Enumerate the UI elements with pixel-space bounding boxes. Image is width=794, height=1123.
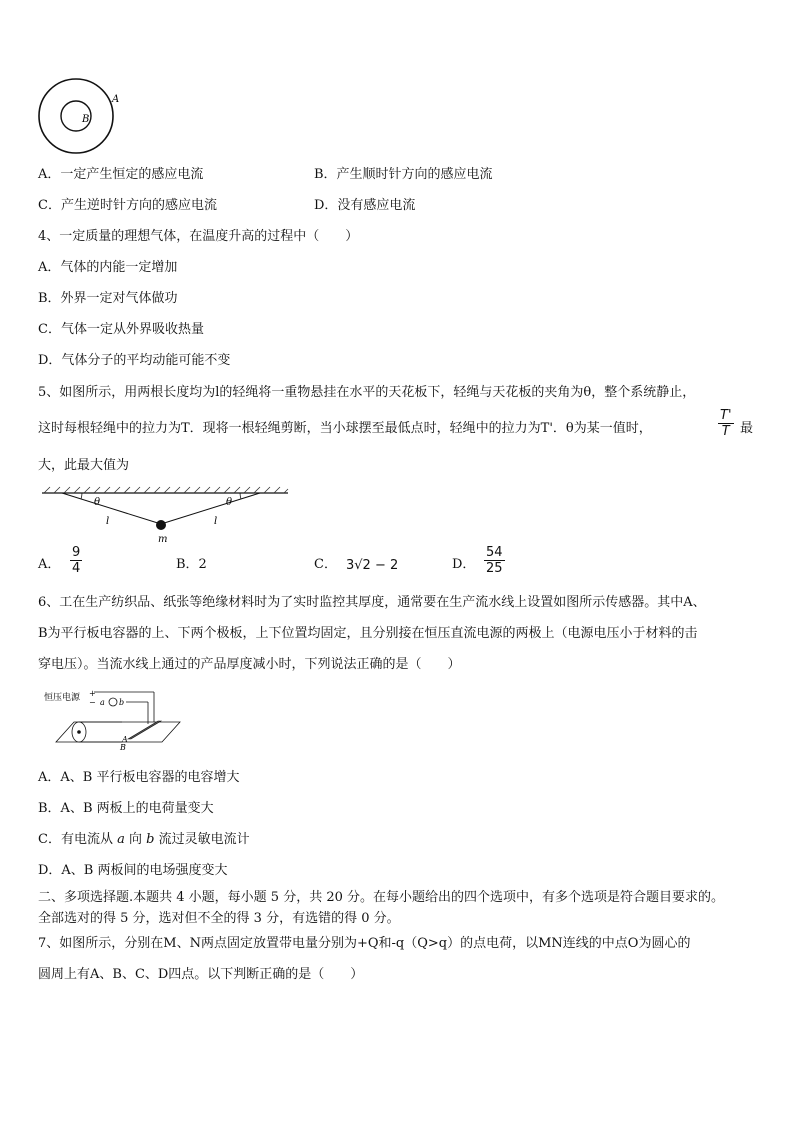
q6-line-2: B为平行板电容器的上、下两个极板，上下位置均固定，且分别接在恒压直流电源的两极上（电源电压小于材料的击: [38, 626, 698, 641]
q4-option-a: A．气体的内能一定增加: [38, 260, 178, 275]
q5-option-d-label: D．: [452, 557, 476, 572]
section2-line-1: 二、多项选择题.本题共 4 小题，每小题 5 分，共 20 分。在每小题给出的四个选项中，有多个选项是符合题目要求的。: [38, 890, 725, 905]
q6-option-c-post: 流过灵敏电流计: [154, 832, 250, 847]
q6-option-d: D．A、B 两板间的电场强度变大: [38, 863, 228, 878]
q5-line-2-end: 最: [740, 421, 754, 436]
q6-line-1: 6、工在生产纺织品、纸张等绝缘材料时为了实时监控其厚度，通常要在生产流水线上设置如图所示传感器。其中A、: [38, 595, 706, 610]
q3-option-d: D．没有感应电流: [314, 198, 416, 213]
q4-option-b: B．外界一定对气体做功: [38, 291, 178, 306]
q3-option-c: C．产生逆时针方向的感应电流: [38, 198, 217, 213]
q5-frac-num: T': [720, 408, 732, 423]
q6-option-c: [38, 831, 250, 849]
q4-option-c: C．气体一定从外界吸收热量: [38, 322, 204, 337]
q3-option-a: A．一定产生恒定的感应电流: [38, 167, 204, 182]
q5-line-1: 5、如图所示，用两根长度均为l的轻绳将一重物悬挂在水平的天花板下，轻绳与天花板的夹角为θ，整个系统静止，: [38, 385, 696, 400]
q5-option-a-frac: [70, 545, 82, 576]
q6-fig-minus: −: [89, 698, 96, 707]
q6-figure-sensor: [42, 688, 192, 752]
q5-option-d-num: 54: [486, 545, 503, 560]
q6-option-c-a: a: [117, 832, 125, 847]
q7-line-1: 7、如图所示，分别在M、N两点固定放置带电量分别为+Q和-q（Q>q）的点电荷，以MN连线的中点O为圆心的: [38, 936, 691, 951]
q5-fig-m: m: [158, 534, 168, 544]
q5-option-a-num: 9: [72, 545, 81, 560]
q5-option-a-label: A．: [38, 557, 61, 572]
q6-fig-label-A: A: [122, 735, 128, 744]
q5-frac-den: T: [721, 424, 730, 439]
ring-label-a: A: [112, 94, 120, 105]
q5-fig-l-right: l: [214, 516, 218, 527]
concentric-rings-figure: [36, 76, 128, 156]
q7-line-2: 圆周上有A、B、C、D四点。以下判断正确的是（ ）: [38, 967, 364, 982]
q5-option-c-math: 3√2 − 2: [346, 558, 399, 573]
q6-fig-label-B: B: [120, 743, 126, 752]
q5-figure-two-strings: [40, 486, 290, 544]
q5-fig-theta-left: θ: [94, 497, 101, 508]
q5-option-c-label: C．: [314, 557, 337, 572]
q4-option-d: D．气体分子的平均动能可能不变: [38, 353, 231, 368]
section2-line-2: 全部选对的得 5 分，选对但不全的得 3 分，有选错的得 0 分。: [38, 911, 400, 926]
q3-option-b: B．产生顺时针方向的感应电流: [314, 167, 493, 182]
q6-fig-source-label: 恒压电源: [44, 693, 81, 703]
ring-label-b: B: [82, 114, 90, 125]
q6-option-c-pre: C．有电流从: [38, 832, 118, 847]
q6-option-b: B．A、B 两板上的电荷量变大: [38, 801, 214, 816]
q6-fig-plus: +: [89, 689, 96, 698]
q5-fraction-t-ratio: [718, 408, 734, 439]
q6-option-c-mid: 向: [124, 832, 147, 847]
q4-stem: 4、一定质量的理想气体，在温度升高的过程中（ ）: [38, 229, 359, 244]
q5-line-2: [38, 420, 652, 438]
q5-option-d-frac: [484, 545, 505, 576]
q6-fig-label-b: b: [119, 698, 125, 707]
q6-fig-label-a: a: [100, 698, 105, 707]
q5-line-3: 大，此最大值为: [38, 458, 130, 473]
q6-option-c-b: b: [146, 832, 155, 847]
q5-line-2-text: 这时每根轻绳中的拉力为T．现将一根轻绳剪断，当小球摆至最低点时，轻绳中的拉力为T'．θ为某一值时，: [38, 421, 652, 436]
q5-fig-l-left: l: [106, 516, 110, 527]
q5-option-b: B．2: [176, 557, 207, 572]
q5-option-a-den: 4: [72, 561, 81, 576]
q5-fig-theta-right: θ: [226, 497, 233, 508]
q6-option-a: A．A、B 平行板电容器的电容增大: [38, 770, 240, 785]
q6-line-3: 穿电压）。当流水线上通过的产品厚度减小时，下列说法正确的是（ ）: [38, 657, 461, 672]
q5-option-d-den: 25: [486, 561, 503, 576]
